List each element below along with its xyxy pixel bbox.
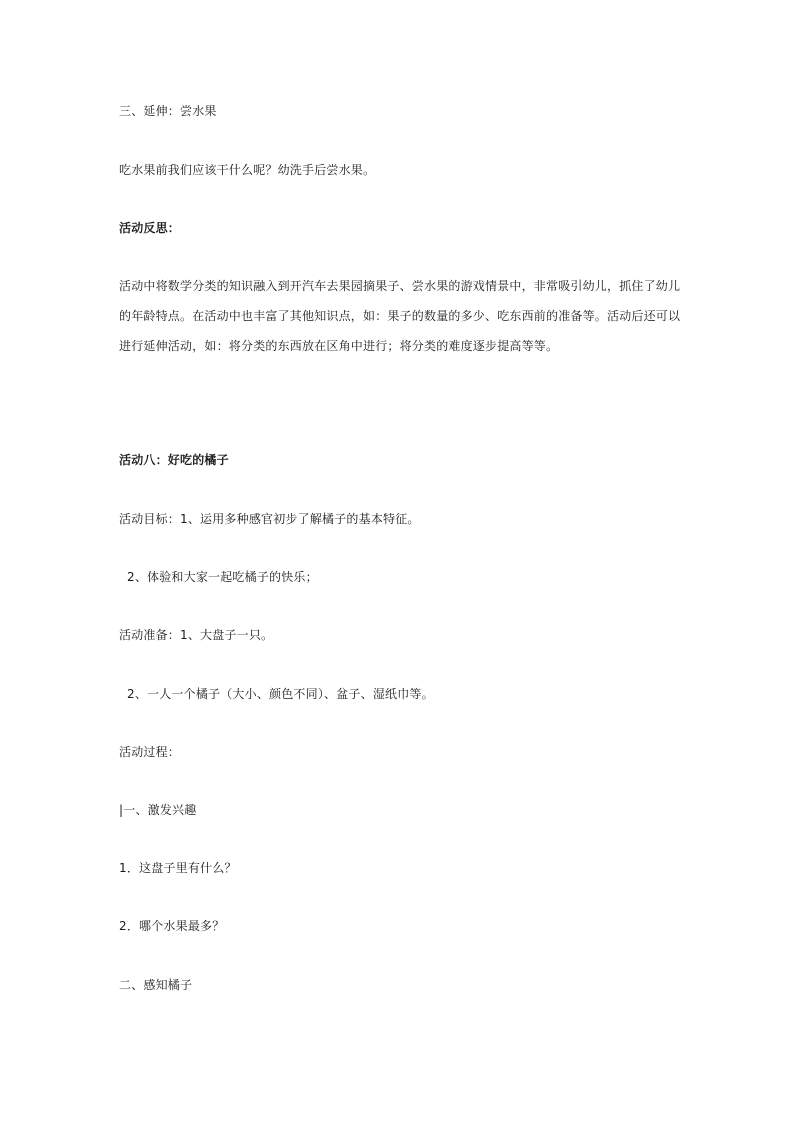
activity-goal-2: 2、体验和大家一起吃橘子的快乐； bbox=[127, 570, 318, 584]
question-1: 1．这盘子里有什么？ bbox=[119, 861, 237, 875]
activity-process-heading: 活动过程： bbox=[119, 745, 181, 759]
activity-goal-1: 活动目标：1、运用多种感官初步了解橘子的基本特征。 bbox=[119, 512, 420, 526]
step-two-heading: 二、感知橘子 bbox=[119, 978, 193, 992]
step-one-heading: |一、激发兴趣 bbox=[119, 803, 197, 817]
reflection-line-2: 的年龄特点。在活动中也丰富了其他知识点，如：果子的数量的多少、吃东西前的准备等。活动后还可以 bbox=[119, 309, 681, 323]
activity-prep-2: 2、一人一个橘子（大小、颜色不同）、盆子、湿纸巾等。 bbox=[127, 687, 434, 701]
reflection-heading: 活动反思： bbox=[119, 221, 181, 235]
section-three-text: 吃水果前我们应该干什么呢？幼洗手后尝水果。 bbox=[119, 163, 376, 177]
activity-eight-title: 活动八：好吃的橘子 bbox=[119, 453, 229, 467]
question-2: 2．哪个水果最多？ bbox=[119, 919, 225, 933]
activity-prep-1: 活动准备：1、大盘子一只。 bbox=[119, 628, 274, 642]
section-three-heading: 三、延伸：尝水果 bbox=[119, 104, 217, 118]
reflection-line-3: 进行延伸活动，如：将分类的东西放在区角中进行；将分类的难度逐步提高等等。 bbox=[119, 339, 559, 353]
reflection-line-1: 活动中将数学分类的知识融入到开汽车去果园摘果子、尝水果的游戏情景中，非常吸引幼儿，抓住了幼儿 bbox=[119, 279, 681, 293]
